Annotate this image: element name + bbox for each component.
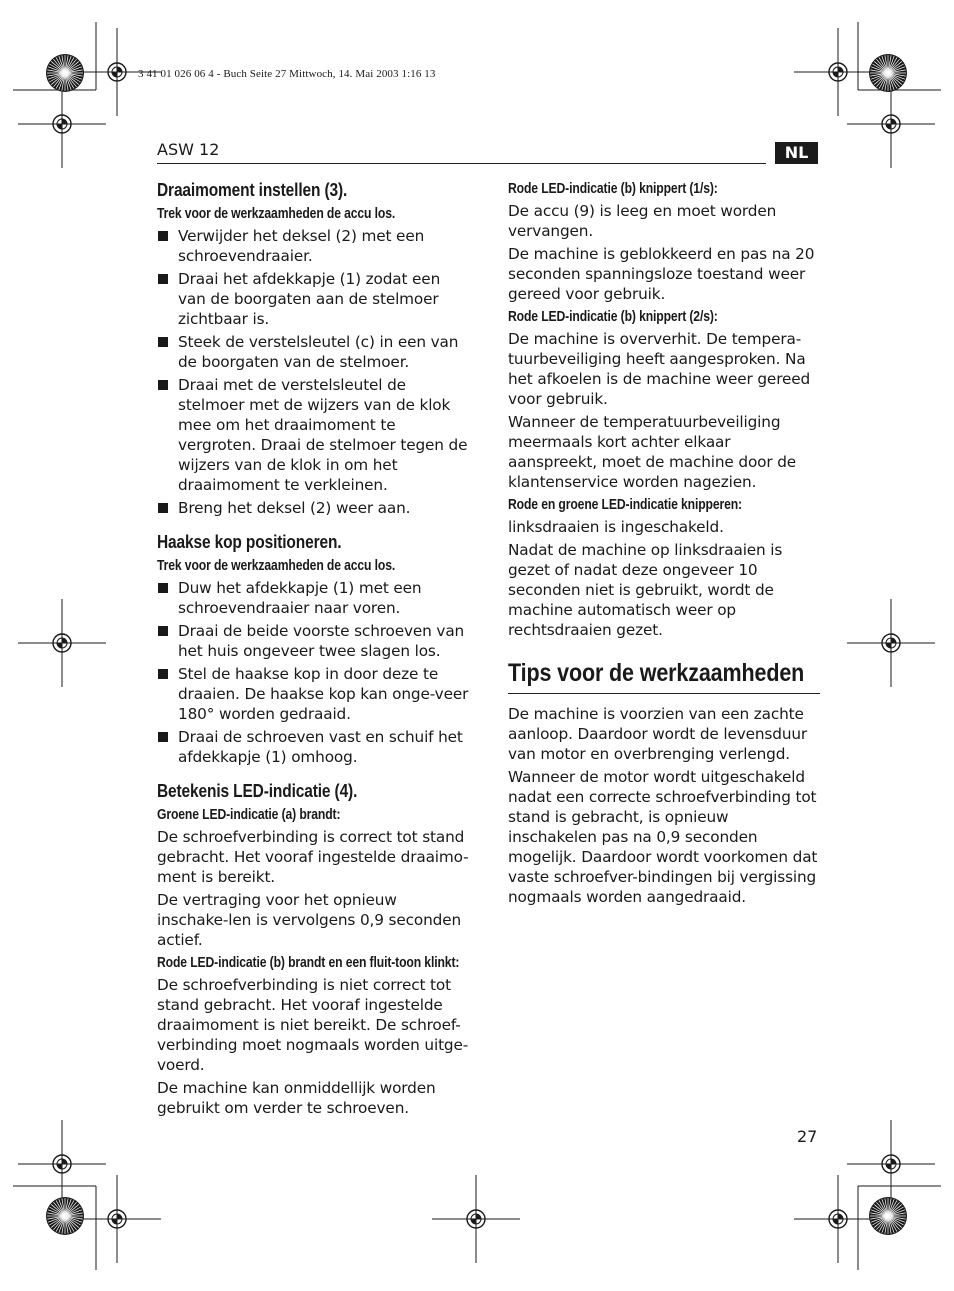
left-column <box>157 179 472 1121</box>
language-badge: NL <box>775 142 818 164</box>
starburst-mark-icon <box>869 54 907 92</box>
starburst-mark-icon <box>46 54 84 92</box>
registration-mark-icon <box>794 1175 882 1263</box>
red-led-1s-label: Rode LED-indicatie (b) knippert (1/s): <box>508 181 718 197</box>
red-led-2s-label: Rode LED-indicatie (b) knippert (2/s): <box>508 309 718 325</box>
list-item: Draai met de verstelsleutel de stelmoer met de wijzers van de klok mee om het draaimoment te vergroten. Draai de stelmoer tegen de wijzers van de klok in om het draaimoment te verkleinen. <box>157 375 472 495</box>
header-rule <box>157 163 766 164</box>
red-led-beep-label: Rode LED-indicatie (b) brandt en een fluit-toon klinkt: <box>157 955 460 971</box>
tips-text-1: De machine is voorzien van een zachte aanloop. Daardoor wordt de levensduur van motor en overbrenging verlengd. <box>508 705 808 763</box>
spacer <box>157 521 472 531</box>
torque-note: Trek voor de werkzaamheden de accu los. <box>157 206 396 222</box>
registration-mark-icon <box>847 599 935 687</box>
list-item: Duw het afdekkapje (1) met een schroevendraaier naar voren. <box>157 578 472 618</box>
registration-mark-icon <box>18 80 106 168</box>
list-item: Steek de verstelsleutel (c) in een van de boorgaten van de stelmoer. <box>157 332 472 372</box>
tips-heading-rule <box>508 693 820 694</box>
red-green-led-text-2: Nadat de machine op linksdraaien is gezet of nadat deze ongeveer 10 seconden niet is gebruikt, wordt de machine automatisch weer op rechtsdraaien gezet. <box>508 541 783 639</box>
red-green-led-text-1: linksdraaien is ingeschakeld. <box>508 518 724 536</box>
bullet-square-icon <box>158 626 168 636</box>
red-led-beep-text-2: De machine kan onmiddellijk worden gebruikt om verder te schroeven. <box>157 1079 436 1117</box>
registration-mark-icon <box>18 599 106 687</box>
registration-mark-icon <box>847 80 935 168</box>
registration-mark-icon <box>73 1175 161 1263</box>
list-item: Draai de schroeven vast en schuif het afdekkapje (1) omhoog. <box>157 727 472 767</box>
led-heading: Betekenis LED-indicatie (4). <box>157 781 358 801</box>
list-item: Stel de haakse kop in door deze te draaien. De haakse kop kan onge-veer 180° worden gedraaid. <box>157 664 472 724</box>
page-number: 27 <box>797 1127 818 1146</box>
registration-mark-icon <box>18 1120 106 1208</box>
green-led-text-1: De schroefverbinding is correct tot stand gebracht. Het vooraf ingestelde draaimo-ment is bereikt. <box>157 828 469 886</box>
torque-steps <box>157 226 472 518</box>
registration-mark-icon <box>794 28 882 116</box>
spacer <box>157 770 472 780</box>
red-led-2s-text-1: De machine is oververhit. De tempera-tuurbeveiliging heeft aangesproken. Na het afkoelen is de machine weer gereed voor gebruik. <box>508 330 811 408</box>
bullet-square-icon <box>158 583 168 593</box>
bullet-square-icon <box>158 380 168 390</box>
right-column <box>508 179 820 910</box>
green-led-text-2: De vertraging voor het opnieuw inschake-len is vervolgens 0,9 seconden actief. <box>157 891 462 949</box>
bullet-square-icon <box>158 503 168 513</box>
tips-heading: Tips voor de werkzaamheden <box>508 659 805 687</box>
registration-mark-icon <box>847 1120 935 1208</box>
list-item: Breng het deksel (2) weer aan. <box>157 498 472 518</box>
red-led-1s-text-2: De machine is geblokkeerd en pas na 20 seconden spanningsloze toestand weer gereed voor gebruik. <box>508 245 815 303</box>
bullet-square-icon <box>158 231 168 241</box>
torque-heading: Draaimoment instellen (3). <box>157 180 348 200</box>
green-led-label: Groene LED-indicatie (a) brandt: <box>157 807 341 823</box>
registration-mark-icon <box>432 1175 520 1263</box>
starburst-mark-icon <box>46 1197 84 1235</box>
list-item: Draai het afdekkapje (1) zodat een van de boorgaten aan de stelmoer zichtbaar is. <box>157 269 472 329</box>
angle-head-note: Trek voor de werkzaamheden de accu los. <box>157 558 396 574</box>
bullet-square-icon <box>158 669 168 679</box>
angle-head-heading: Haakse kop positioneren. <box>157 532 342 552</box>
red-led-beep-text-1: De schroefverbinding is niet correct tot stand gebracht. Het vooraf ingestelde draaimoment is niet bereikt. De schroef-verbinding moet nogmaals worden uitge-voerd. <box>157 976 469 1074</box>
bullet-square-icon <box>158 337 168 347</box>
running-head: ASW 12 <box>157 140 220 159</box>
red-green-led-label: Rode en groene LED-indicatie knipperen: <box>508 497 742 513</box>
print-slug: 3 41 01 026 06 4 - Buch Seite 27 Mittwoch, 14. Mai 2003 1:16 13 <box>138 68 436 80</box>
bullet-square-icon <box>158 274 168 284</box>
bullet-square-icon <box>158 732 168 742</box>
red-led-1s-text-1: De accu (9) is leeg en moet worden vervangen. <box>508 202 777 240</box>
angle-head-steps <box>157 578 472 767</box>
list-item: Verwijder het deksel (2) met een schroevendraaier. <box>157 226 472 266</box>
list-item: Draai de beide voorste schroeven van het huis ongeveer twee slagen los. <box>157 621 472 661</box>
red-led-2s-text-2: Wanneer de temperatuurbeveiliging meermaals kort achter elkaar aanspreekt, moet de machine door de klantenservice worden nagezien. <box>508 413 797 491</box>
tips-text-2: Wanneer de motor wordt uitgeschakeld nadat een correcte schroefverbinding tot stand is gebracht, is opnieuw inschakelen pas na 0,9 seconden mogelijk. Daardoor wordt voorkomen dat vaste schroefver-bindingen bij vergissing nogmaals worden aangedraaid. <box>508 768 818 906</box>
starburst-mark-icon <box>869 1197 907 1235</box>
